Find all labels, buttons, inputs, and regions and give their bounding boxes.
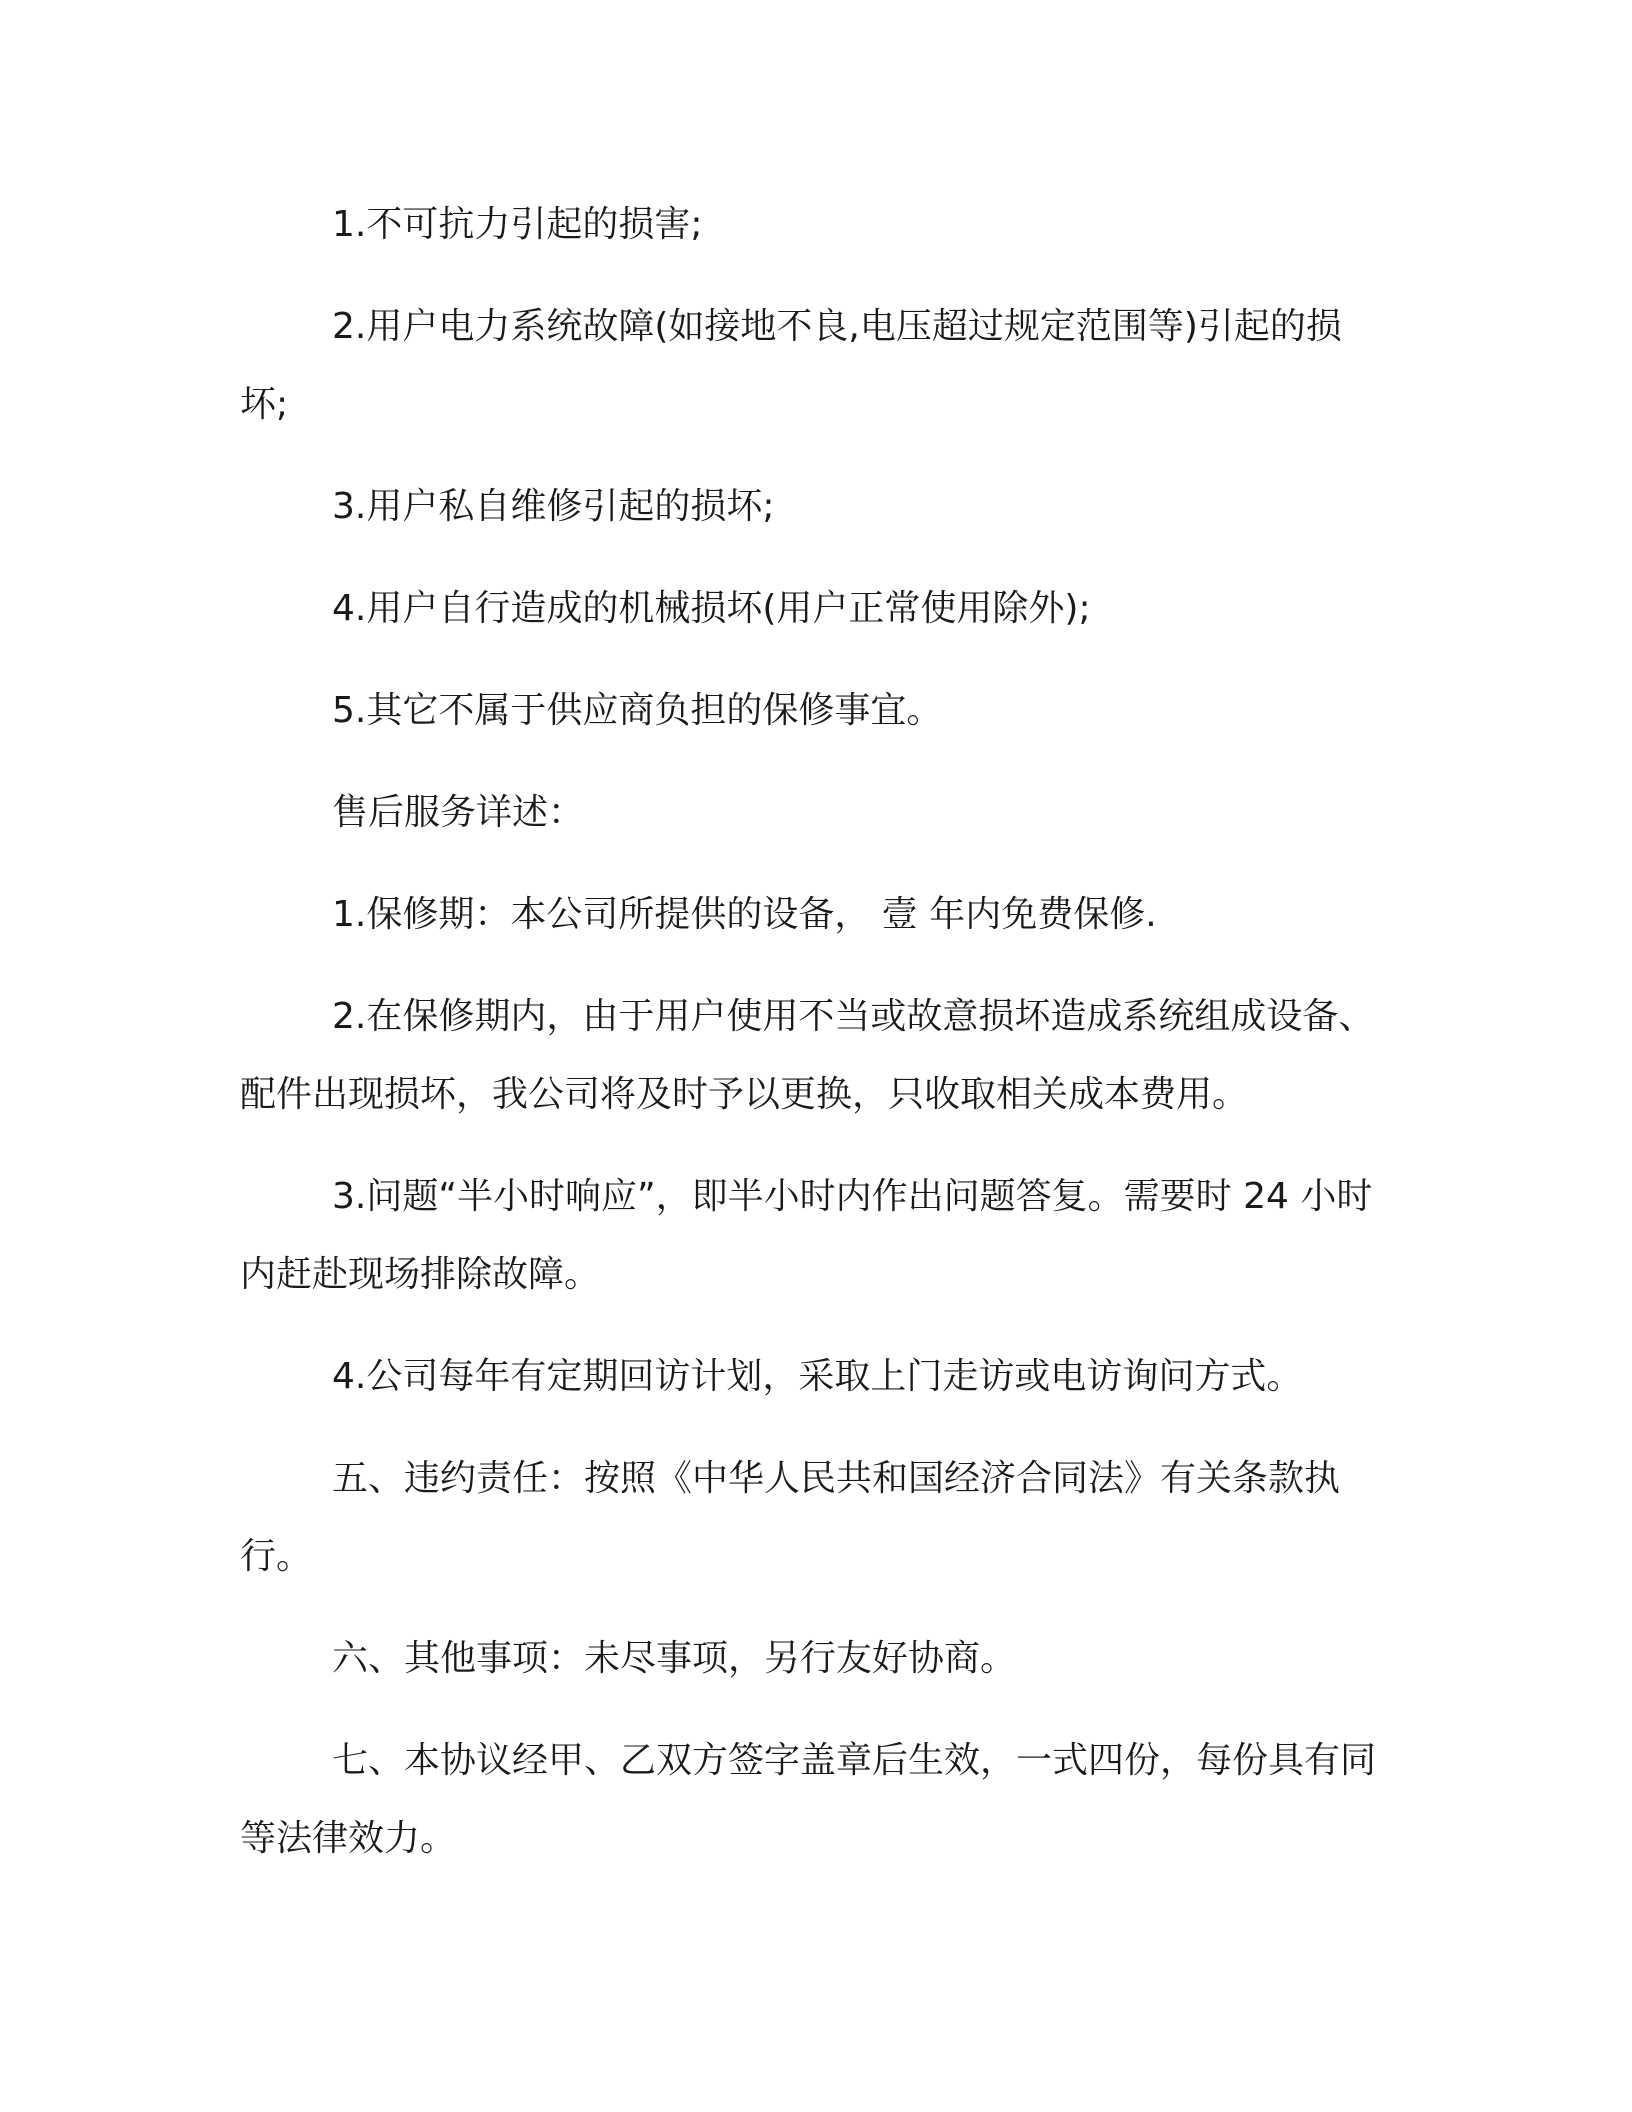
service-item-1: 1.保修期：本公司所提供的设备， 壹 年内免费保修.: [332, 894, 1157, 935]
service-item-2: 2.在保修期内，由于用户使用不当或故意损坏造成系统组成设备、配件出现损坏，我公司将及时予以更换，只收取相关成本费用。: [240, 996, 1375, 1115]
document-body: [240, 186, 1385, 1902]
service-item-4: 4.公司每年有定期回访计划，采取上门走访或电访询问方式。: [332, 1356, 1303, 1397]
exclusion-item-3: 3.用户私自维修引起的损坏;: [332, 486, 775, 527]
clause-other-matters: 六、其他事项：未尽事项，另行友好协商。: [332, 1638, 1017, 1679]
exclusion-item-5: 5.其它不属于供应商负担的保修事宜。: [332, 690, 943, 731]
exclusion-item-2: 2.用户电力系统故障(如接地不良,电压超过规定范围等)引起的损坏;: [240, 306, 1342, 425]
clause-effectiveness: 七、本协议经甲、乙双方签字盖章后生效，一式四份，每份具有同等法律效力。: [240, 1740, 1377, 1859]
service-item-3: 3.问题“半小时响应”，即半小时内作出问题答复。需要时 24 小时内赶赴现场排除故障。: [240, 1176, 1373, 1295]
clause-breach-liability: 五、违约责任：按照《中华人民共和国经济合同法》有关条款执行。: [240, 1458, 1341, 1577]
exclusion-item-4: 4.用户自行造成的机械损坏(用户正常使用除外);: [332, 588, 1091, 629]
after-sales-heading: 售后服务详述：: [332, 792, 585, 833]
exclusion-item-1: 1.不可抗力引起的损害;: [332, 204, 703, 245]
